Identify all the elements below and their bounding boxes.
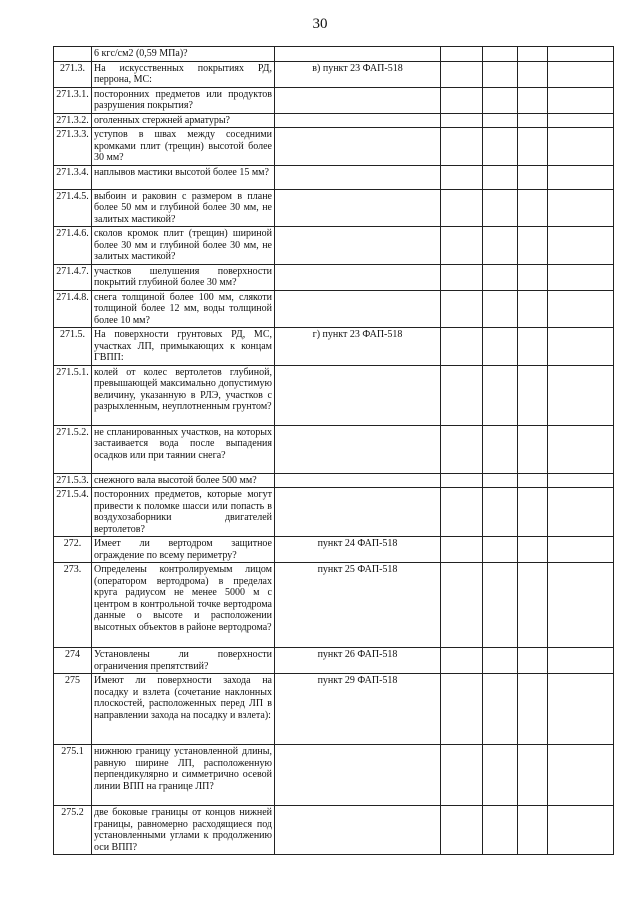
item-number: 271.5.2. (54, 425, 92, 473)
requirement-question: оголенных стержней арматуры? (92, 113, 275, 128)
item-number: 271.4.5. (54, 189, 92, 227)
legal-reference (275, 745, 441, 806)
legal-reference: г) пункт 23 ФАП-518 (275, 328, 441, 366)
answer-cell[interactable] (441, 87, 483, 113)
answer-cell[interactable] (548, 328, 614, 366)
table-row (54, 425, 614, 473)
answer-cell[interactable] (548, 87, 614, 113)
table-row (54, 674, 614, 745)
table-row (54, 227, 614, 265)
answer-cell[interactable] (441, 563, 483, 648)
requirement-question: посторонних предметов или продуктов разрушения покрытия? (92, 87, 275, 113)
requirement-question: На поверхности грунтовых РД, МС, участках ЛП, примыкающих к концам ГВПП: (92, 328, 275, 366)
table-row (54, 128, 614, 166)
legal-reference (275, 189, 441, 227)
answer-cell[interactable] (548, 113, 614, 128)
answer-cell[interactable] (441, 328, 483, 366)
answer-cell[interactable] (518, 61, 548, 87)
legal-reference (275, 165, 441, 189)
answer-cell[interactable] (548, 61, 614, 87)
answer-cell[interactable] (518, 365, 548, 425)
answer-cell[interactable] (548, 674, 614, 745)
answer-cell[interactable] (518, 165, 548, 189)
answer-cell[interactable] (441, 648, 483, 674)
answer-cell[interactable] (518, 648, 548, 674)
legal-reference: пункт 24 ФАП-518 (275, 537, 441, 563)
answer-cell[interactable] (518, 47, 548, 62)
answer-cell[interactable] (548, 806, 614, 855)
table-row (54, 488, 614, 537)
answer-cell[interactable] (518, 674, 548, 745)
item-number: 271.5.3. (54, 473, 92, 488)
legal-reference (275, 290, 441, 328)
legal-reference (275, 87, 441, 113)
answer-cell[interactable] (441, 264, 483, 290)
table-row (54, 189, 614, 227)
answer-cell[interactable] (548, 473, 614, 488)
table-row (54, 328, 614, 366)
answer-cell[interactable] (518, 87, 548, 113)
requirement-question: нижнюю границу установленной длины, равную ширине ЛП, расположенную перпендикулярно и симметрично осевой линии ВПП на границе ЛП? (92, 745, 275, 806)
item-number (54, 47, 92, 62)
answer-cell[interactable] (518, 128, 548, 166)
item-number: 271.5. (54, 328, 92, 366)
item-number: 275.2 (54, 806, 92, 855)
answer-cell[interactable] (483, 328, 518, 366)
requirement-question: Имеют ли поверхности захода на посадку и взлета (сочетание наклонных плоскостей, расположенных перед ЛП в направлении захода на посадку и взлета): (92, 674, 275, 745)
table-row (54, 290, 614, 328)
legal-reference (275, 425, 441, 473)
answer-cell[interactable] (483, 563, 518, 648)
answer-cell[interactable] (441, 365, 483, 425)
requirement-question: уступов в швах между соседними кромками плит (трещин) высотой более 30 мм? (92, 128, 275, 166)
answer-cell[interactable] (483, 47, 518, 62)
answer-cell[interactable] (548, 563, 614, 648)
answer-cell[interactable] (483, 425, 518, 473)
answer-cell[interactable] (483, 488, 518, 537)
answer-cell[interactable] (441, 674, 483, 745)
answer-cell[interactable] (441, 165, 483, 189)
answer-cell[interactable] (548, 128, 614, 166)
answer-cell[interactable] (518, 113, 548, 128)
requirement-question: снежного вала высотой более 500 мм? (92, 473, 275, 488)
answer-cell[interactable] (518, 806, 548, 855)
table-row (54, 264, 614, 290)
legal-reference: пункт 25 ФАП-518 (275, 563, 441, 648)
legal-reference: в) пункт 23 ФАП-518 (275, 61, 441, 87)
requirement-question: наплывов мастики высотой более 15 мм? (92, 165, 275, 189)
item-number: 275 (54, 674, 92, 745)
requirement-question: не спланированных участков, на которых застаивается вода после выпадения осадков или при таянии снега? (92, 425, 275, 473)
answer-cell[interactable] (518, 425, 548, 473)
answer-cell[interactable] (483, 128, 518, 166)
answer-cell[interactable] (441, 425, 483, 473)
answer-cell[interactable] (548, 290, 614, 328)
answer-cell[interactable] (483, 745, 518, 806)
item-number: 271.3.3. (54, 128, 92, 166)
legal-reference: пункт 26 ФАП-518 (275, 648, 441, 674)
answer-cell[interactable] (518, 537, 548, 563)
answer-cell[interactable] (518, 473, 548, 488)
answer-cell[interactable] (518, 290, 548, 328)
checklist-table (53, 46, 614, 855)
answer-cell[interactable] (483, 806, 518, 855)
requirement-question: колей от колес вертолетов глубиной, превышающей максимально допустимую величину, указанную в РЛЭ, участков с разрыхленным, неуплотненным грунтом? (92, 365, 275, 425)
answer-cell[interactable] (441, 227, 483, 265)
requirement-question: Определены контролируемым лицом (оператором вертодрома) в пределах круга радиусом не менее 5000 м с центром в контрольной точке вертодрома данные о высоте и расположении высотных объектов в районе вертодрома? (92, 563, 275, 648)
answer-cell[interactable] (441, 290, 483, 328)
legal-reference (275, 365, 441, 425)
item-number: 271.3.1. (54, 87, 92, 113)
item-number: 271.3.4. (54, 165, 92, 189)
answer-cell[interactable] (518, 328, 548, 366)
answer-cell[interactable] (483, 227, 518, 265)
answer-cell[interactable] (548, 745, 614, 806)
answer-cell[interactable] (518, 189, 548, 227)
answer-cell[interactable] (441, 473, 483, 488)
item-number: 275.1 (54, 745, 92, 806)
answer-cell[interactable] (483, 537, 518, 563)
answer-cell[interactable] (441, 189, 483, 227)
answer-cell[interactable] (483, 648, 518, 674)
item-number: 271.3. (54, 61, 92, 87)
legal-reference (275, 473, 441, 488)
requirement-question: посторонних предметов, которые могут привести к поломке шасси или попасть в воздухозаборники двигателей вертолетов? (92, 488, 275, 537)
answer-cell[interactable] (441, 47, 483, 62)
item-number: 271.4.6. (54, 227, 92, 265)
requirement-question: две боковые границы от концов нижней границы, равномерно расходящиеся под установленными углами к продолжению оси ВПП? (92, 806, 275, 855)
answer-cell[interactable] (483, 290, 518, 328)
answer-cell[interactable] (483, 189, 518, 227)
answer-cell[interactable] (548, 648, 614, 674)
item-number: 273. (54, 563, 92, 648)
answer-cell[interactable] (441, 488, 483, 537)
answer-cell[interactable] (483, 674, 518, 745)
table-row (54, 648, 614, 674)
answer-cell[interactable] (548, 227, 614, 265)
requirement-question: сколов кромок плит (трещин) шириной более 30 мм и глубиной более 30 мм, не залитых мастикой? (92, 227, 275, 265)
table-row (54, 87, 614, 113)
answer-cell[interactable] (518, 264, 548, 290)
table-row (54, 806, 614, 855)
item-number: 271.4.7. (54, 264, 92, 290)
requirement-question: Имеет ли вертодром защитное ограждение по всему периметру? (92, 537, 275, 563)
legal-reference (275, 264, 441, 290)
requirement-question: Установлены ли поверхности ограничения препятствий? (92, 648, 275, 674)
answer-cell[interactable] (441, 537, 483, 563)
answer-cell[interactable] (518, 563, 548, 648)
requirement-question: участков шелушения поверхности покрытий глубиной более 30 мм? (92, 264, 275, 290)
requirement-question: 6 кгс/см2 (0,59 МПа)? (92, 47, 275, 62)
legal-reference (275, 113, 441, 128)
answer-cell[interactable] (441, 128, 483, 166)
item-number: 274 (54, 648, 92, 674)
requirement-question: На искусственных покрытиях РД, перрона, МС: (92, 61, 275, 87)
legal-reference (275, 227, 441, 265)
page-number: 30 (312, 16, 328, 32)
table-row (54, 165, 614, 189)
answer-cell[interactable] (548, 425, 614, 473)
answer-cell[interactable] (441, 806, 483, 855)
answer-cell[interactable] (548, 47, 614, 62)
legal-reference (275, 47, 441, 62)
answer-cell[interactable] (483, 165, 518, 189)
answer-cell[interactable] (441, 745, 483, 806)
answer-cell[interactable] (548, 537, 614, 563)
requirement-question: выбоин и раковин с размером в плане более 50 мм и глубиной более 30 мм, не залитых мастикой? (92, 189, 275, 227)
requirement-question: снега толщиной более 100 мм, слякоти толщиной более 12 мм, воды толщиной более 10 мм? (92, 290, 275, 328)
item-number: 271.3.2. (54, 113, 92, 128)
table-row (54, 473, 614, 488)
item-number: 271.4.8. (54, 290, 92, 328)
answer-cell[interactable] (483, 87, 518, 113)
legal-reference (275, 488, 441, 537)
table-row (54, 563, 614, 648)
answer-cell[interactable] (441, 61, 483, 87)
item-number: 271.5.1. (54, 365, 92, 425)
table-row (54, 745, 614, 806)
answer-cell[interactable] (518, 745, 548, 806)
legal-reference: пункт 29 ФАП-518 (275, 674, 441, 745)
table-row (54, 47, 614, 62)
answer-cell[interactable] (548, 488, 614, 537)
legal-reference (275, 806, 441, 855)
answer-cell[interactable] (483, 473, 518, 488)
answer-cell[interactable] (548, 264, 614, 290)
answer-cell[interactable] (548, 165, 614, 189)
answer-cell[interactable] (548, 365, 614, 425)
table-row (54, 365, 614, 425)
answer-cell[interactable] (441, 113, 483, 128)
legal-reference (275, 128, 441, 166)
table-row (54, 113, 614, 128)
answer-cell[interactable] (518, 227, 548, 265)
answer-cell[interactable] (483, 365, 518, 425)
table-row (54, 61, 614, 87)
answer-cell[interactable] (483, 113, 518, 128)
answer-cell[interactable] (548, 189, 614, 227)
table-row (54, 537, 614, 563)
answer-cell[interactable] (483, 264, 518, 290)
answer-cell[interactable] (518, 488, 548, 537)
answer-cell[interactable] (483, 61, 518, 87)
item-number: 271.5.4. (54, 488, 92, 537)
item-number: 272. (54, 537, 92, 563)
